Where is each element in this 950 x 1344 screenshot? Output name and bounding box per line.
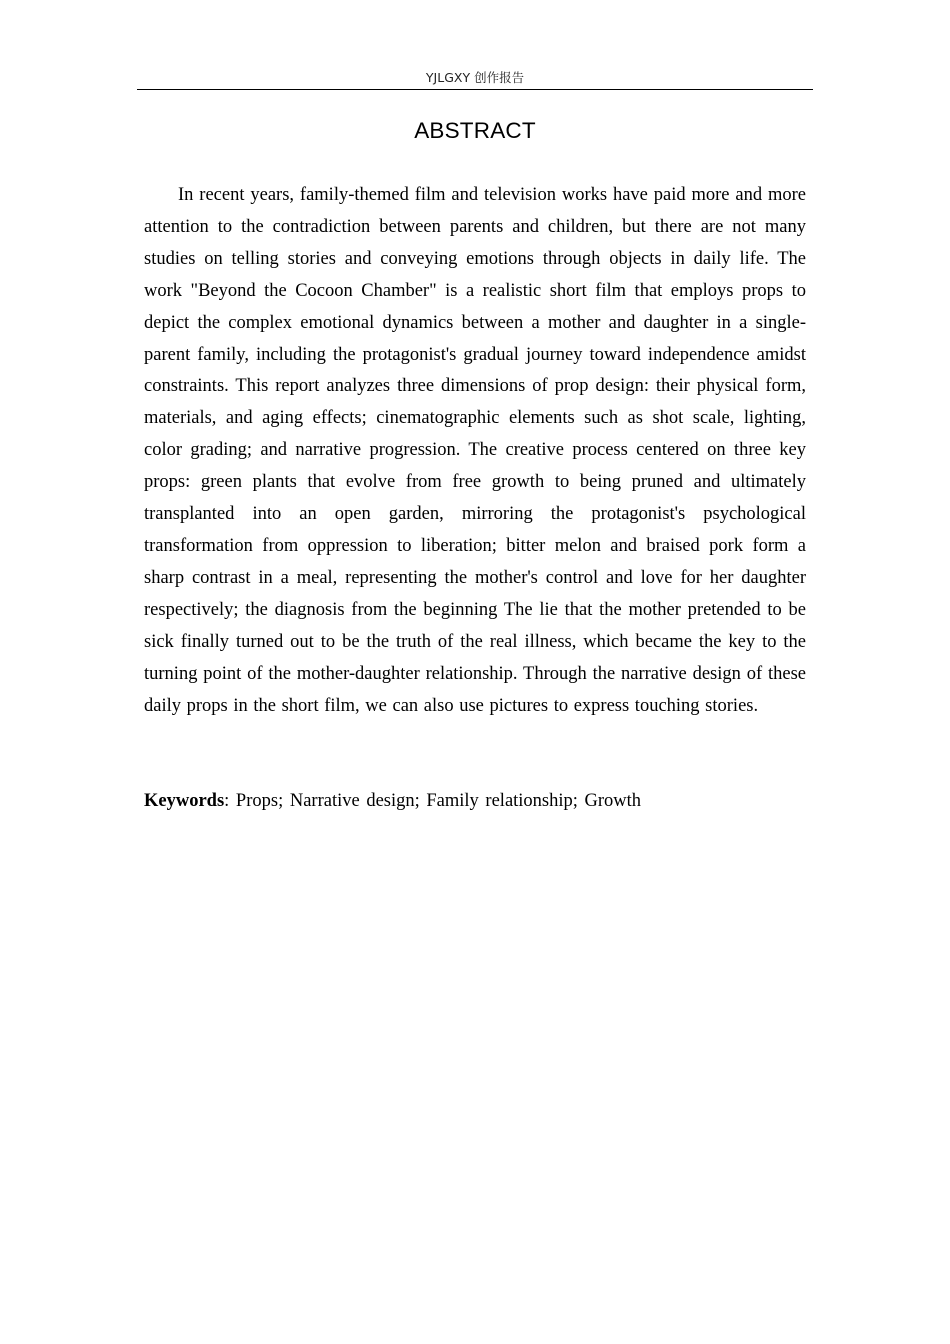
abstract-body: In recent years, family-themed film and television works have paid more and more attention to the contradiction between parents and children, but there are not many studies on telling stories and conveying emotions through objects in daily life. The work "Beyond the Cocoon Chamber" is a realistic short film that employs props to depict the complex emotional dynamics between a mother and daughter in a single-parent family, including the protagonist's gradual journey toward independence amidst constraints. This report analyzes three dimensions of prop design: their physical form, materials, and aging effects; cinematographic elements such as shot scale, lighting, color grading; and narrative progression. The creative process centered on three key props: green plants that evolve from free growth to being pruned and ultimately transplanted into an open garden, mirroring the protagonist's psychological transformation from oppression to liberation; bitter melon and braised pork form a sharp contrast in a meal, representing the mother's control and love for her daughter respectively; the diagnosis from the beginning The lie that the mother pretended to be sick finally turned out to be the truth of the real illness, which became the key to the turning point of the mother-daughter relationship. Through the narrative design of these daily props in the short film, we can also use pictures to express touching stories. (144, 185, 806, 716)
keywords-label: Keywords (144, 791, 225, 811)
abstract-title: ABSTRACT (414, 118, 536, 143)
keywords-line (144, 786, 806, 818)
running-header: YJLGXY 创作报告 (137, 69, 813, 90)
keywords-text: : Props; Narrative design; Family relationship; Growth (224, 791, 642, 811)
